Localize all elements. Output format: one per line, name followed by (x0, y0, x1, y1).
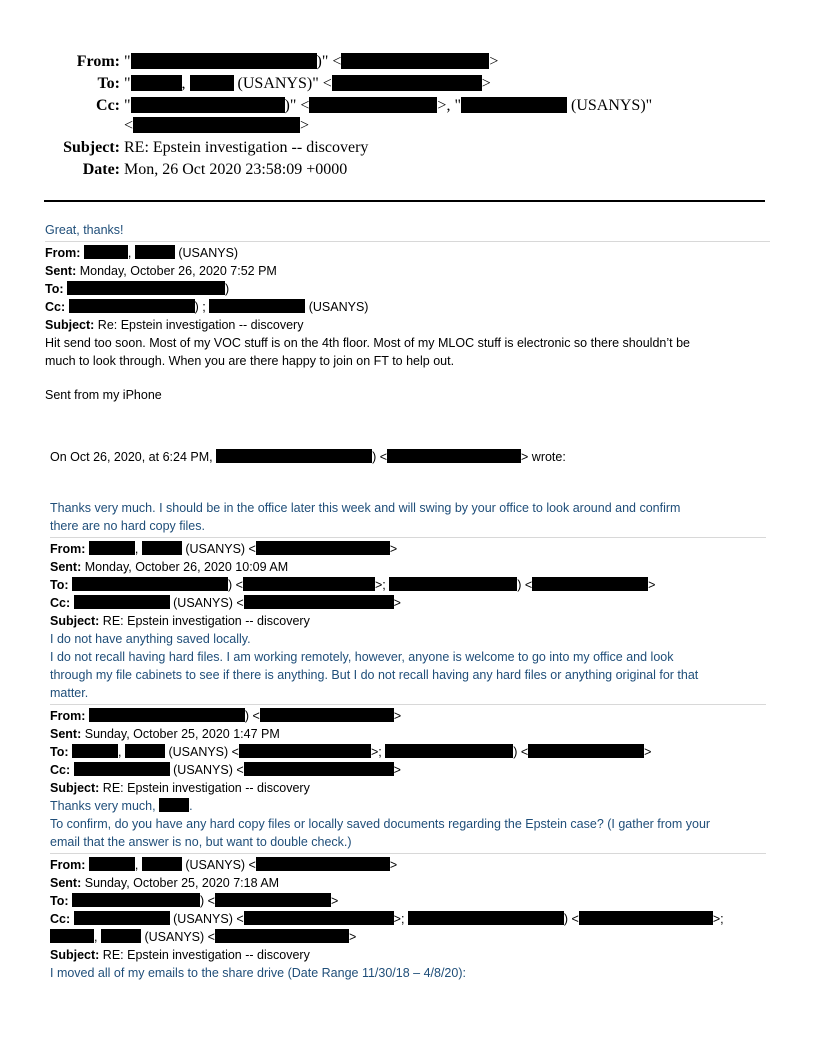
redaction (142, 857, 182, 871)
redaction (74, 911, 170, 925)
msg2-body-line: Thanks very much. I should be in the office later this week and will swing by your office to look around and confirm (50, 501, 681, 515)
msg1-cc-row: Cc: ) ; (USANYS) (45, 300, 369, 314)
redaction (159, 798, 189, 812)
redaction (89, 708, 245, 722)
header-divider (44, 200, 765, 202)
msg3-to-row: To: ) < >; ) < > (50, 578, 656, 592)
msg4-sent-row: Sent: Sunday, October 25, 2020 1:47 PM (50, 727, 280, 741)
msg3-subject-row: Subject: RE: Epstein investigation -- discovery (50, 614, 310, 628)
redaction (387, 449, 521, 463)
header-subject-value: RE: Epstein investigation -- discovery (124, 139, 369, 156)
redaction (133, 117, 300, 133)
redaction (244, 595, 394, 609)
msg5-from-row: From: , (USANYS) < > (50, 858, 398, 872)
msg1-sent-row: Sent: Monday, October 26, 2020 7:52 PM (45, 264, 277, 278)
redaction (67, 281, 225, 295)
redaction (243, 577, 375, 591)
redaction (216, 449, 372, 463)
header-to-row (0, 74, 816, 94)
redaction (244, 762, 394, 776)
msg5-cc-row: Cc: (USANYS) < >; ) < >; (50, 912, 724, 926)
redaction (215, 893, 331, 907)
redaction (74, 762, 170, 776)
redaction (72, 893, 200, 907)
redaction (309, 97, 437, 113)
msg4-cc-row: Cc: (USANYS) < > (50, 763, 401, 777)
msg2-body-line: there are no hard copy files. (50, 519, 205, 533)
redaction (461, 97, 567, 113)
redaction (50, 929, 94, 943)
message-separator (50, 704, 766, 705)
msg1-from-row: From: , (USANYS) (45, 246, 239, 260)
msg4-body-line: Thanks very much, . (50, 799, 193, 813)
redaction (74, 595, 170, 609)
header-cc-value: " )" < >, " (USANYS)" (124, 97, 653, 114)
message-separator (45, 241, 770, 242)
header-to-label: To: (97, 75, 120, 92)
redaction (341, 53, 489, 69)
msg1-body-line: Hit send too soon. Most of my VOC stuff is on the 4th floor. Most of my MLOC stuff is electronic so there shouldn’t be (45, 336, 690, 350)
msg3-body-line: I do not have anything saved locally. (50, 632, 251, 646)
msg1-body-line: much to look through. When you are there happy to join on FT to help out. (45, 354, 455, 368)
redaction (72, 577, 228, 591)
header-subject-label: Subject: (63, 139, 120, 156)
msg1-to-row: To: ) (45, 282, 230, 296)
header-from-row (0, 52, 816, 72)
header-cc-row (0, 96, 816, 116)
header-cc-label: Cc: (96, 97, 120, 114)
redaction (72, 744, 118, 758)
redaction (389, 577, 517, 591)
msg3-body-line: matter. (50, 686, 89, 700)
redaction (101, 929, 141, 943)
redaction (142, 541, 182, 555)
redaction (131, 75, 182, 91)
msg1-subject-row: Subject: Re: Epstein investigation -- discovery (45, 318, 304, 332)
msg3-body-line: I do not recall having hard files. I am working remotely, however, anyone is welcome to go into my office and look (50, 650, 674, 664)
message-separator (50, 537, 766, 538)
redaction (215, 929, 349, 943)
msg4-to-row: To: , (USANYS) < >; ) < > (50, 745, 652, 759)
redaction (256, 541, 390, 555)
header-subject-row (0, 138, 816, 158)
msg5-body-line: I moved all of my emails to the share drive (Date Range 11/30/18 – 4/8/20): (50, 966, 466, 980)
msg3-sent-row: Sent: Monday, October 26, 2020 10:09 AM (50, 560, 289, 574)
msg5-sent-row: Sent: Sunday, October 25, 2020 7:18 AM (50, 876, 280, 890)
header-date-value: Mon, 26 Oct 2020 23:58:09 +0000 (124, 161, 348, 178)
msg3-body-line: through my file cabinets to see if there is anything. But I do not recall having any hard files or anything original for that (50, 668, 699, 682)
quote-attribution: On Oct 26, 2020, at 6:24 PM, ) < > wrote: (50, 450, 566, 464)
redaction (125, 744, 165, 758)
redaction (89, 541, 135, 555)
redaction (131, 53, 317, 69)
redaction (244, 911, 394, 925)
redaction (332, 75, 482, 91)
redaction (190, 75, 234, 91)
redaction (532, 577, 648, 591)
redaction (131, 97, 285, 113)
redaction (528, 744, 644, 758)
msg4-from-row: From: ) < > (50, 709, 402, 723)
redaction (256, 857, 390, 871)
redaction (84, 245, 128, 259)
msg1-signature: Sent from my iPhone (45, 388, 162, 402)
msg4-body-line: email that the answer is no, but want to double check.) (50, 835, 352, 849)
redaction (239, 744, 371, 758)
redaction (579, 911, 713, 925)
redaction (260, 708, 394, 722)
message-separator (50, 853, 766, 854)
header-from-label: From: (76, 53, 120, 70)
redaction (89, 857, 135, 871)
msg5-to-row: To: ) < > (50, 894, 339, 908)
msg5-cc-row-2: , (USANYS) < > (50, 928, 356, 946)
msg4-subject-row: Subject: RE: Epstein investigation -- discovery (50, 781, 310, 795)
header-date-row (0, 160, 816, 180)
header-cc-row-2: < > (124, 117, 310, 134)
msg5-subject-row: Subject: RE: Epstein investigation -- discovery (50, 948, 310, 962)
header-from-value: " )" < > (124, 53, 499, 70)
message-body: Great, thanks! (45, 223, 124, 237)
msg3-cc-row: Cc: (USANYS) < > (50, 596, 401, 610)
msg4-body-line: To confirm, do you have any hard copy files or locally saved documents regarding the Epstein case? (I gather from your (50, 817, 711, 831)
header-date-label: Date: (82, 161, 120, 178)
redaction (385, 744, 513, 758)
header-to-value: " , (USANYS)" < > (124, 75, 491, 92)
redaction (408, 911, 564, 925)
redaction (209, 299, 305, 313)
redaction (69, 299, 195, 313)
redaction (135, 245, 175, 259)
msg3-from-row: From: , (USANYS) < > (50, 542, 398, 556)
